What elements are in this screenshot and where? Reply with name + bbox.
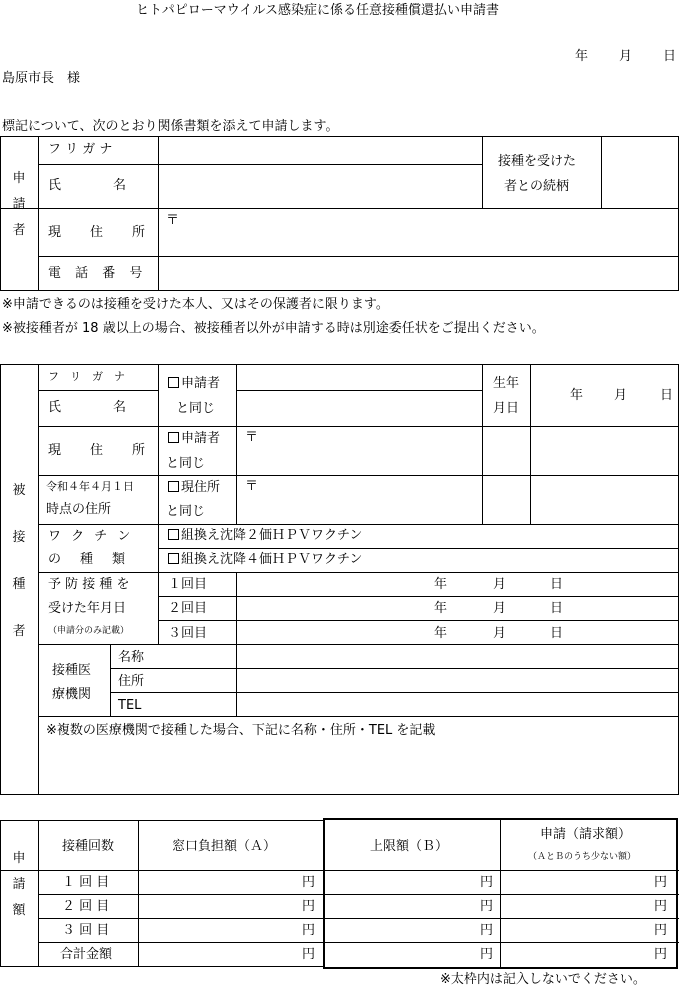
checkbox-icon [168, 377, 179, 388]
clinic-address-label: 住所 [118, 674, 145, 689]
window-payment-field-3[interactable] [140, 920, 296, 941]
checkbox-icon [168, 529, 179, 540]
dose-1-year: 年 [434, 577, 448, 592]
recipient-same-as-applicant-label: と同じ [176, 401, 216, 416]
dose-3-day: 日 [550, 626, 564, 641]
recipient-name-field[interactable] [238, 392, 480, 425]
dose-1-label: １回目 [168, 577, 208, 592]
vaccination-date-label: 予 防 接 種 を [48, 577, 130, 592]
clinic-label-2: 療機関 [52, 687, 92, 702]
recipient-furigana-field[interactable] [238, 366, 480, 389]
date-year-label: 年 [575, 49, 589, 64]
window-payment-field-1[interactable] [140, 872, 296, 893]
multi-clinic-field[interactable] [40, 742, 677, 793]
recipient-birth-year: 年 [570, 388, 584, 403]
recipient-past-same-checkbox[interactable]: 現住所 [168, 481, 220, 494]
claim-total-unit-c: 円 [654, 947, 668, 962]
window-payment-total-field[interactable] [140, 944, 296, 965]
recipient-address-postal-mark: 〒 [245, 430, 259, 445]
recipient-past-address-label-2: 時点の住所 [46, 502, 112, 517]
clinic-tel-label: TEL [118, 698, 142, 713]
vaccination-date-note: （申請分のみ記載） [48, 626, 130, 636]
claim-row-3-unit-b: 円 [480, 923, 494, 938]
note-applicant-eligibility: ※申請できるのは接種を受けた本人、又はその保護者に限ります。 [2, 297, 389, 312]
claim-row-3-unit-a: 円 [302, 923, 316, 938]
dose-1-month: 月 [493, 577, 507, 592]
note-proxy-form: ※被接種者が 18 歳以上の場合、被接種者以外が申請する時は別途委任状をご提出ください。 [2, 321, 545, 336]
claim-row-1-unit-a: 円 [302, 875, 316, 890]
checkbox-icon [168, 432, 179, 443]
dose-2-month: 月 [493, 601, 507, 616]
header-window-payment: 窓口負担額（Ａ） [172, 839, 277, 854]
recipient-birth-month: 月 [614, 388, 628, 403]
claim-row-2-unit-b: 円 [480, 899, 494, 914]
header-claim-note: （ＡとＢのうち少ない額） [528, 852, 637, 862]
applicant-phone-field[interactable] [160, 258, 677, 289]
claim-row-2-unit-a: 円 [302, 899, 316, 914]
clinic-name-field[interactable] [238, 646, 677, 667]
vaccine-type-label: ワ ク チ ン [48, 529, 134, 544]
applicant-postal-mark: 〒 [166, 213, 180, 228]
claim-row-3-unit-c: 円 [654, 923, 668, 938]
claim-section-label: 申 請 額 [12, 851, 26, 918]
recipient-address-same-label: と同じ [166, 456, 206, 471]
checkbox-icon [168, 553, 179, 564]
multi-clinic-note: ※複数の医療機関で接種した場合、下記に名称・住所・TEL を記載 [46, 723, 436, 738]
recipient-address-label: 現 住 所 [48, 443, 154, 458]
applicant-relation-field[interactable] [603, 138, 677, 207]
clinic-name-label: 名称 [118, 650, 145, 665]
dose-2-year: 年 [434, 601, 448, 616]
dose-3-month: 月 [493, 626, 507, 641]
date-day-label: 日 [663, 49, 677, 64]
recipient-name-label: 氏 名 [48, 400, 127, 415]
recipient-birth-label: 生年 [493, 376, 520, 391]
checkbox-icon [168, 481, 179, 492]
recipient-past-postal-mark: 〒 [245, 479, 259, 494]
applicant-relation-label: 接種を受けた [498, 154, 577, 169]
header-dose-count: 接種回数 [62, 839, 115, 854]
window-payment-field-2[interactable] [140, 896, 296, 917]
vaccination-date-label-2: 受けた年月日 [48, 601, 127, 616]
page-title: ヒトパピローマウイルス感染症に係る任意接種償還払い申請書 [136, 3, 499, 18]
claim-row-1-unit-b: 円 [480, 875, 494, 890]
applicant-phone-label: 電 話 番 号 [48, 266, 148, 281]
dose-3-label: ３回目 [168, 626, 208, 641]
applicant-address-label: 現 住 所 [48, 225, 154, 240]
footer-note: ※太枠内は記入しないでください。 [440, 972, 646, 987]
applicant-furigana-field[interactable] [160, 138, 480, 163]
claim-total-label: 合計金額 [60, 947, 113, 962]
claim-row-2-unit-c: 円 [654, 899, 668, 914]
applicant-name-label: 氏 名 [48, 178, 127, 193]
clinic-address-field[interactable] [238, 670, 677, 691]
clinic-tel-field[interactable] [238, 694, 677, 715]
claim-total-unit-a: 円 [302, 947, 316, 962]
addressee: 島原市長 様 [2, 71, 81, 86]
dose-1-day: 日 [550, 577, 564, 592]
claim-row-3-label: ３ 回 目 [62, 923, 110, 938]
vaccine-option-quadrivalent[interactable]: 組換え沈降４価ＨＰＶワクチン [168, 553, 362, 566]
vaccine-type-label-2: の 種 類 [48, 552, 129, 567]
applicant-name-field[interactable] [160, 166, 480, 207]
recipient-past-address-label: 令和４年４月１日 [46, 480, 134, 493]
dose-2-day: 日 [550, 601, 564, 616]
recipient-address-same-checkbox[interactable]: 申請者 [168, 432, 220, 445]
recipient-past-same-label: と同じ [166, 504, 206, 519]
applicant-address-field[interactable] [160, 210, 677, 255]
applicant-furigana-label: フ リ ガ ナ [48, 142, 113, 157]
claim-total-unit-b: 円 [480, 947, 494, 962]
recipient-birth-day: 日 [660, 388, 674, 403]
intro-text: 標記について、次のとおり関係書類を添えて申請します。 [2, 119, 339, 134]
claim-row-1-unit-c: 円 [654, 875, 668, 890]
applicant-relation-label-2: 者との続柄 [504, 179, 570, 194]
header-upper-limit: 上限額（Ｂ） [370, 839, 449, 854]
header-claim-amount: 申請（請求額） [540, 827, 632, 842]
recipient-birth-label-2: 月日 [493, 401, 520, 416]
recipient-furigana-label: フ リ ガ ナ [48, 370, 125, 383]
dose-3-year: 年 [434, 626, 448, 641]
date-month-label: 月 [619, 49, 633, 64]
clinic-label: 接種医 [52, 663, 92, 678]
dose-2-label: ２回目 [168, 601, 208, 616]
claim-row-2-label: ２ 回 目 [62, 899, 110, 914]
applicant-section-label: 申 請 者 [12, 171, 26, 238]
claim-row-1-label: １ 回 目 [62, 875, 110, 890]
vaccine-option-bivalent[interactable]: 組換え沈降２価ＨＰＶワクチン [168, 529, 362, 542]
recipient-section-label: 被 接 種 者 [12, 483, 26, 639]
recipient-same-as-applicant-checkbox[interactable]: 申請者 [168, 377, 220, 390]
